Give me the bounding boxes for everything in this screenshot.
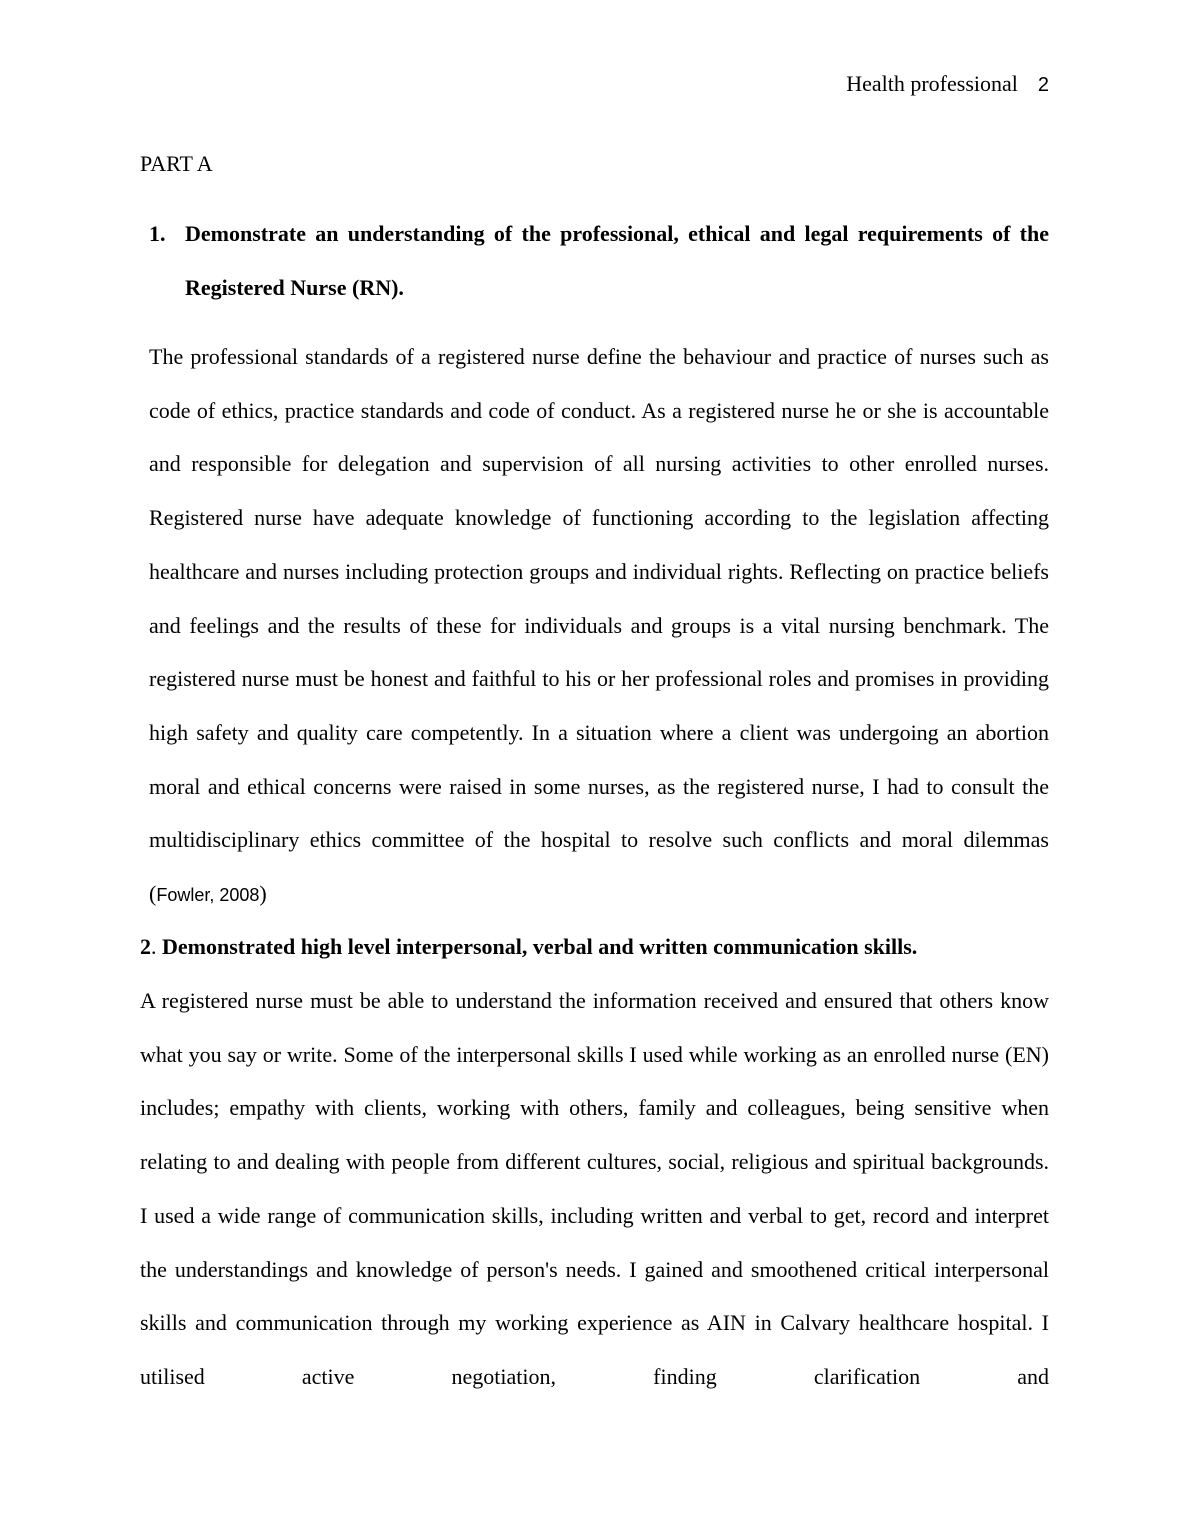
- page-number: 2: [1037, 74, 1049, 96]
- question-1-heading: [149, 207, 1049, 315]
- question-1-title: Demonstrate an understanding of the professional, ethical and legal requirements of the Registered Nurse (RN).: [185, 221, 1049, 300]
- question-1-number: 1.: [149, 221, 166, 246]
- citation: Fowler, 2008: [156, 885, 260, 906]
- part-heading: PART A: [140, 151, 213, 176]
- question-2-separator: .: [151, 934, 162, 959]
- paragraph-2: A registered nurse must be able to understand the information received and ensured that others know what you say or write. Some of the interpersonal skills I used while working as an enrolled nurse (EN) includes; empathy with clients, working with others, family and colleagues, being sensitive when relating to and dealing with people from different cultures, social, religious and spiritual backgrounds. I used a wide range of communication skills, including written and verbal to get, record and interpret the understandings and knowledge of person's needs. I gained and smoothened critical interpersonal skills and communication through my working experience as AIN in Calvary healthcare hospital. I utilised active negotiation, finding clarification and: [140, 988, 1049, 1389]
- running-header: [846, 70, 1049, 99]
- paragraph-1-text: The professional standards of a registered nurse define the behaviour and practice of nurses such as code of ethics, practice standards and code of conduct. As a registered nurse he or she is accountable and responsible for delegation and supervision of all nursing activities to other enrolled nurses. Registered nurse have adequate knowledge of functioning according to the legislation affecting healthcare and nurses including protection groups and individual rights. Reflecting on practice beliefs and feelings and the results of these for individuals and groups is a vital nursing benchmark. The registered nurse must be honest and faithful to his or her professional roles and promises in providing high safety and quality care competently. In a situation where a client was undergoing an abortion moral and ethical concerns were raised in some nurses, as the registered nurse, I had to consult the multidisciplinary ethics committee of the hospital to resolve such conflicts and moral dilemmas (: [149, 344, 1049, 907]
- running-title: Health professional: [846, 71, 1018, 96]
- question-2-number: 2: [140, 934, 151, 959]
- question-2-heading: [140, 920, 1049, 974]
- citation-close: ): [259, 881, 267, 907]
- question-2-title: Demonstrated high level interpersonal, verbal and written communication skills.: [162, 934, 918, 959]
- paragraph-1: [149, 330, 1049, 923]
